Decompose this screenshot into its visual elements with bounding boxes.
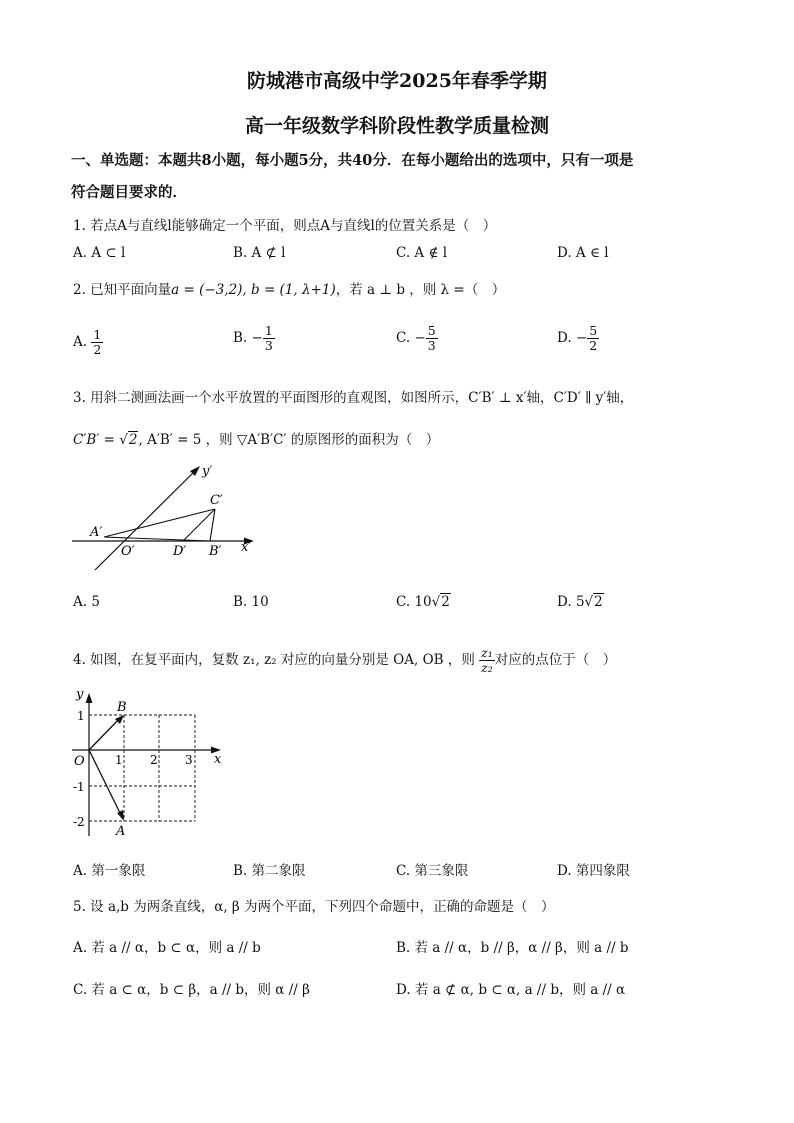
q4-label-x: x bbox=[214, 752, 222, 767]
q3-option-a[interactable]: A. 5 bbox=[73, 594, 100, 610]
q4-complex-plane-figure bbox=[64, 684, 234, 840]
q4-tick-ym2: -2 bbox=[73, 815, 85, 829]
q3-cb-length: C′B′ = bbox=[73, 432, 120, 448]
q4-tick-x2: 2 bbox=[150, 753, 158, 767]
q1-option-b[interactable]: B. A ⊄ l bbox=[233, 245, 286, 261]
q3-option-d[interactable] bbox=[557, 594, 604, 610]
q4-z-fraction: $\frac{\text{z₁}}{\text{z₂}}$ bbox=[481, 645, 493, 675]
q2-option-d[interactable] bbox=[557, 324, 599, 353]
q3-side-ac bbox=[104, 509, 215, 537]
q3-option-c[interactable] bbox=[396, 594, 451, 610]
q3-option-c-label: C. bbox=[396, 594, 411, 610]
section-heading-cont: 符合题目要求的． bbox=[71, 184, 187, 201]
q4-tick-x1: 1 bbox=[115, 753, 123, 767]
q5-option-d[interactable]: D. 若 a ⊄ α, b ⊂ α, a // b，则 a // α bbox=[396, 982, 626, 998]
exam-title-school: 防城港市高级中学2025年春季学期 bbox=[247, 70, 547, 92]
question-3-stem: 3. 用斜二测画法画一个水平放置的平面图形的直观图，如图所示，C′B′ ⊥ x′轴，C′D′ ∥ y′轴， bbox=[73, 390, 634, 406]
q1-option-d[interactable]: D. A ∈ l bbox=[557, 245, 609, 261]
q3-label-o: O′ bbox=[121, 544, 135, 559]
q4-tick-ym1: -1 bbox=[73, 780, 85, 794]
q3-intuitive-figure bbox=[66, 458, 266, 574]
q4-vector-ob bbox=[89, 717, 121, 750]
q3-option-b[interactable]: B. 10 bbox=[233, 594, 269, 610]
q2-option-d-sign: − bbox=[575, 330, 588, 346]
q1-option-c[interactable]: C. A ∉ l bbox=[396, 245, 448, 261]
q5-option-c[interactable]: C. 若 a ⊂ α，b ⊂ β，a // b，则 α // β bbox=[73, 982, 310, 998]
section-heading: 一、单选题：本题共8小题，每小题5分，共40分．在每小题给出的选项中，只有一项是 bbox=[71, 152, 634, 169]
q2-stem-prefix: 2. 已知平面向量 bbox=[73, 282, 172, 298]
q4-stem-part1: 4. 如图，在复平面内，复数 z₁, z₂ 对应的向量分别是 OA, OB ，则 bbox=[73, 652, 475, 668]
q4-option-c[interactable]: C. 第三象限 bbox=[396, 863, 469, 879]
q4-label-y: y bbox=[76, 687, 84, 702]
q2-option-c[interactable] bbox=[396, 324, 438, 353]
q3-label-y: y′ bbox=[202, 464, 213, 479]
q2-option-c-sign: − bbox=[414, 330, 426, 346]
q3-option-c-radicand: 2 bbox=[441, 594, 450, 610]
q5-option-a[interactable]: A. 若 a // α，b ⊂ α，则 a // b bbox=[73, 940, 261, 956]
q1-option-a[interactable]: A. A ⊂ l bbox=[73, 245, 126, 261]
q3-option-c-sqrt: √ bbox=[431, 594, 441, 610]
q3-option-d-sqrt: √ bbox=[584, 594, 594, 610]
q2-option-b[interactable] bbox=[233, 324, 275, 353]
q4-vector-oa-arrow bbox=[117, 810, 124, 821]
q3-label-c: C′ bbox=[210, 493, 223, 508]
q4-label-a: A bbox=[116, 824, 126, 839]
q3-option-d-radicand: 2 bbox=[594, 594, 603, 610]
q4-option-d[interactable]: D. 第四象限 bbox=[557, 863, 630, 879]
q4-label-o: O bbox=[74, 754, 85, 769]
q3-label-a: A′ bbox=[90, 525, 103, 540]
q4-y-axis-arrow bbox=[86, 693, 93, 703]
q4-option-b[interactable]: B. 第二象限 bbox=[233, 863, 306, 879]
q2-vector-a: a = (−3,2), bbox=[171, 282, 252, 298]
q4-option-a[interactable]: A. 第一象限 bbox=[73, 863, 146, 879]
q2-option-b-sign: − bbox=[251, 330, 263, 346]
question-3-stem-cont bbox=[73, 428, 439, 448]
q2-option-a-label: A. bbox=[73, 334, 88, 350]
q2-option-b-fraction: $\frac{1}{3}$ bbox=[264, 323, 273, 353]
q2-option-c-fraction: $\frac{5}{3}$ bbox=[427, 323, 436, 353]
q2-option-a-fraction: $\frac{1}{2}$ bbox=[93, 327, 102, 357]
q3-label-x: x′ bbox=[241, 540, 252, 555]
q2-option-c-label: C. bbox=[396, 330, 411, 346]
question-5-stem: 5. 设 a,b 为两条直线，α, β 为两个平面，下列四个命题中，正确的命题是（ ） bbox=[73, 899, 555, 915]
q2-option-a[interactable] bbox=[73, 328, 103, 357]
q2-option-b-label: B. bbox=[233, 330, 248, 346]
question-2-stem bbox=[73, 278, 505, 298]
q2-option-d-fraction: $\frac{5}{2}$ bbox=[589, 323, 598, 353]
q3-stem-rest: , A′B′ = 5 ，则 ▽A′B′C′ 的原图形的面积为（ ） bbox=[138, 432, 440, 448]
q3-sqrt-sign: √ bbox=[119, 432, 128, 448]
q2-option-d-label: D. bbox=[557, 330, 572, 346]
exam-title-subject: 高一年级数学科阶段性教学质量检测 bbox=[244, 115, 549, 137]
q3-option-d-label: D. bbox=[557, 594, 572, 610]
q4-label-b: B bbox=[117, 700, 127, 715]
q3-label-d: D′ bbox=[173, 544, 187, 559]
q2-condition: ，若 a ⊥ b ，则 λ =（ ） bbox=[335, 282, 506, 298]
q4-tick-y1: 1 bbox=[77, 709, 85, 723]
q4-dashed-grid bbox=[89, 715, 195, 821]
q4-tick-x3: 3 bbox=[185, 753, 193, 767]
q3-option-d-coef: 5 bbox=[575, 594, 585, 610]
q4-stem-part2: 对应的点位于（ ） bbox=[494, 652, 617, 668]
question-4-stem bbox=[73, 646, 616, 675]
q5-option-b[interactable]: B. 若 a // α，b // β，α // β，则 a // b bbox=[396, 940, 629, 956]
q3-option-c-coef: 10 bbox=[414, 594, 432, 610]
question-1-stem: 1. 若点A与直线l能够确定一个平面，则点A与直线l的位置关系是（ ） bbox=[73, 218, 497, 234]
q2-vector-b: b = (1, λ+1) bbox=[251, 282, 336, 298]
q3-sqrt-radicand: 2 bbox=[128, 432, 138, 448]
q3-label-b: B′ bbox=[209, 544, 222, 559]
